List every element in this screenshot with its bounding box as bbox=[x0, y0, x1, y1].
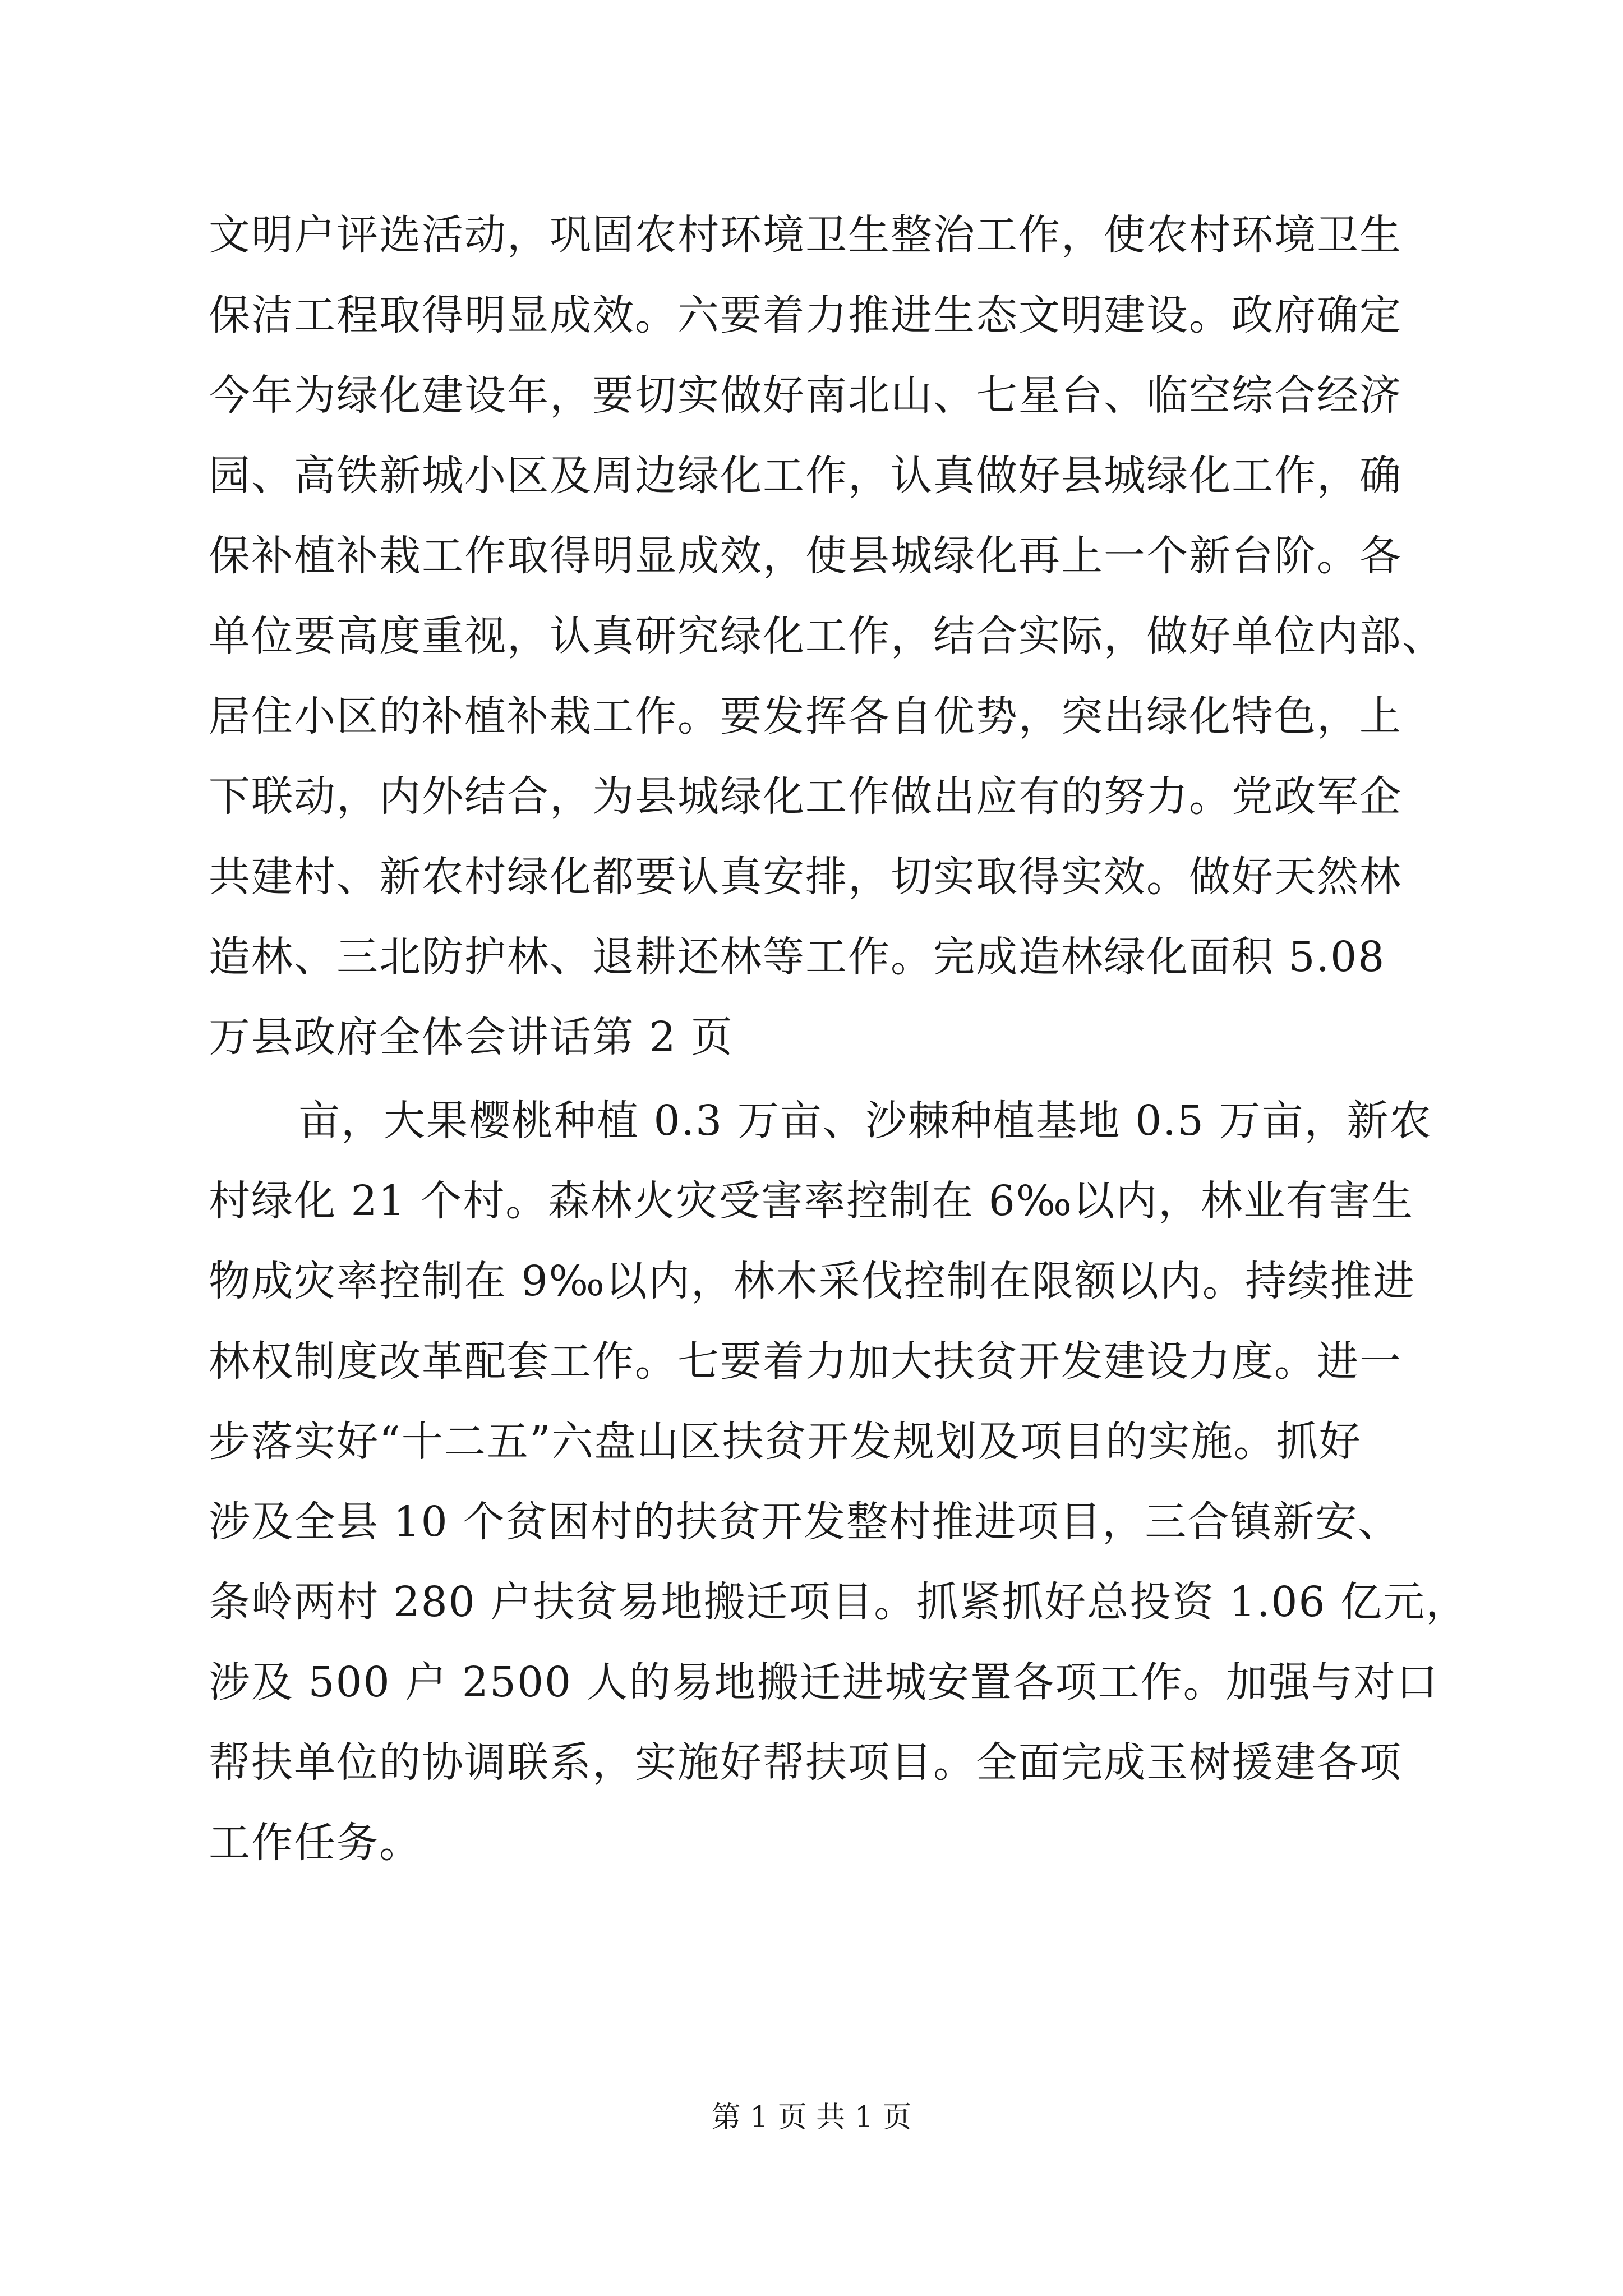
text-line: 帮扶单位的协调联系，实施好帮扶项目。全面完成玉树援建各项 bbox=[209, 1738, 1402, 1787]
text-line: 涉及 500 户 2500 人的易地搬迁进城安置各项工作。加强与对口 bbox=[209, 1658, 1439, 1706]
text-line: 造林、三北防护林、退耕还林等工作。完成造林绿化面积 5.08 bbox=[209, 933, 1386, 981]
text-line: 保补植补栽工作取得明显成效，使县城绿化再上一个新台阶。各 bbox=[209, 532, 1402, 580]
text-line: 文明户评选活动，巩固农村环境卫生整治工作，使农村环境卫生 bbox=[209, 211, 1402, 259]
text-line: 条岭两村 280 户扶贫易地搬迁项目。抓紧抓好总投资 1.06 亿元， bbox=[209, 1578, 1469, 1626]
page-footer: 第 1 页 共 1 页 bbox=[711, 2101, 912, 2134]
text-line: 保洁工程取得明显成效。六要着力推进生态文明建设。政府确定 bbox=[209, 291, 1402, 339]
text-line: 涉及全县 10 个贫困村的扶贫开发整村推进项目，三合镇新安、 bbox=[209, 1498, 1401, 1546]
text-line: 步落实好“十二五”六盘山区扶贫开发规划及项目的实施。抓好 bbox=[209, 1418, 1362, 1466]
paragraph-1 bbox=[209, 195, 1445, 1078]
text-line: 共建村、新农村绿化都要认真安排，切实取得实效。做好天然林 bbox=[209, 853, 1402, 901]
paragraph-2 bbox=[209, 1081, 1469, 1883]
text-line: 下联动，内外结合，为县城绿化工作做出应有的努力。党政军企 bbox=[209, 772, 1402, 821]
text-line: 万县政府全体会讲话第 2 页 bbox=[209, 1013, 734, 1061]
text-line: 园、高铁新城小区及周边绿化工作，认真做好县城绿化工作，确 bbox=[209, 452, 1402, 500]
text-line: 物成灾率控制在 9‰以内，林木采伐控制在限额以内。持续推进 bbox=[209, 1257, 1415, 1305]
text-line: 林权制度改革配套工作。七要着力加大扶贫开发建设力度。进一 bbox=[209, 1337, 1402, 1386]
text-line: 居住小区的补植补栽工作。要发挥各自优势，突出绿化特色，上 bbox=[209, 692, 1402, 740]
text-line: 村绿化 21 个村。森林火灾受害率控制在 6‰以内，林业有害生 bbox=[209, 1177, 1414, 1225]
text-line: 今年为绿化建设年，要切实做好南北山、七星台、临空综合经济 bbox=[209, 371, 1402, 420]
text-line: 工作任务。 bbox=[209, 1819, 422, 1867]
text-line: 亩，大果樱桃种植 0.3 万亩、沙棘种植基地 0.5 万亩，新农 bbox=[298, 1097, 1432, 1145]
text-line: 单位要高度重视，认真研究绿化工作，结合实际，做好单位内部、 bbox=[209, 612, 1445, 660]
